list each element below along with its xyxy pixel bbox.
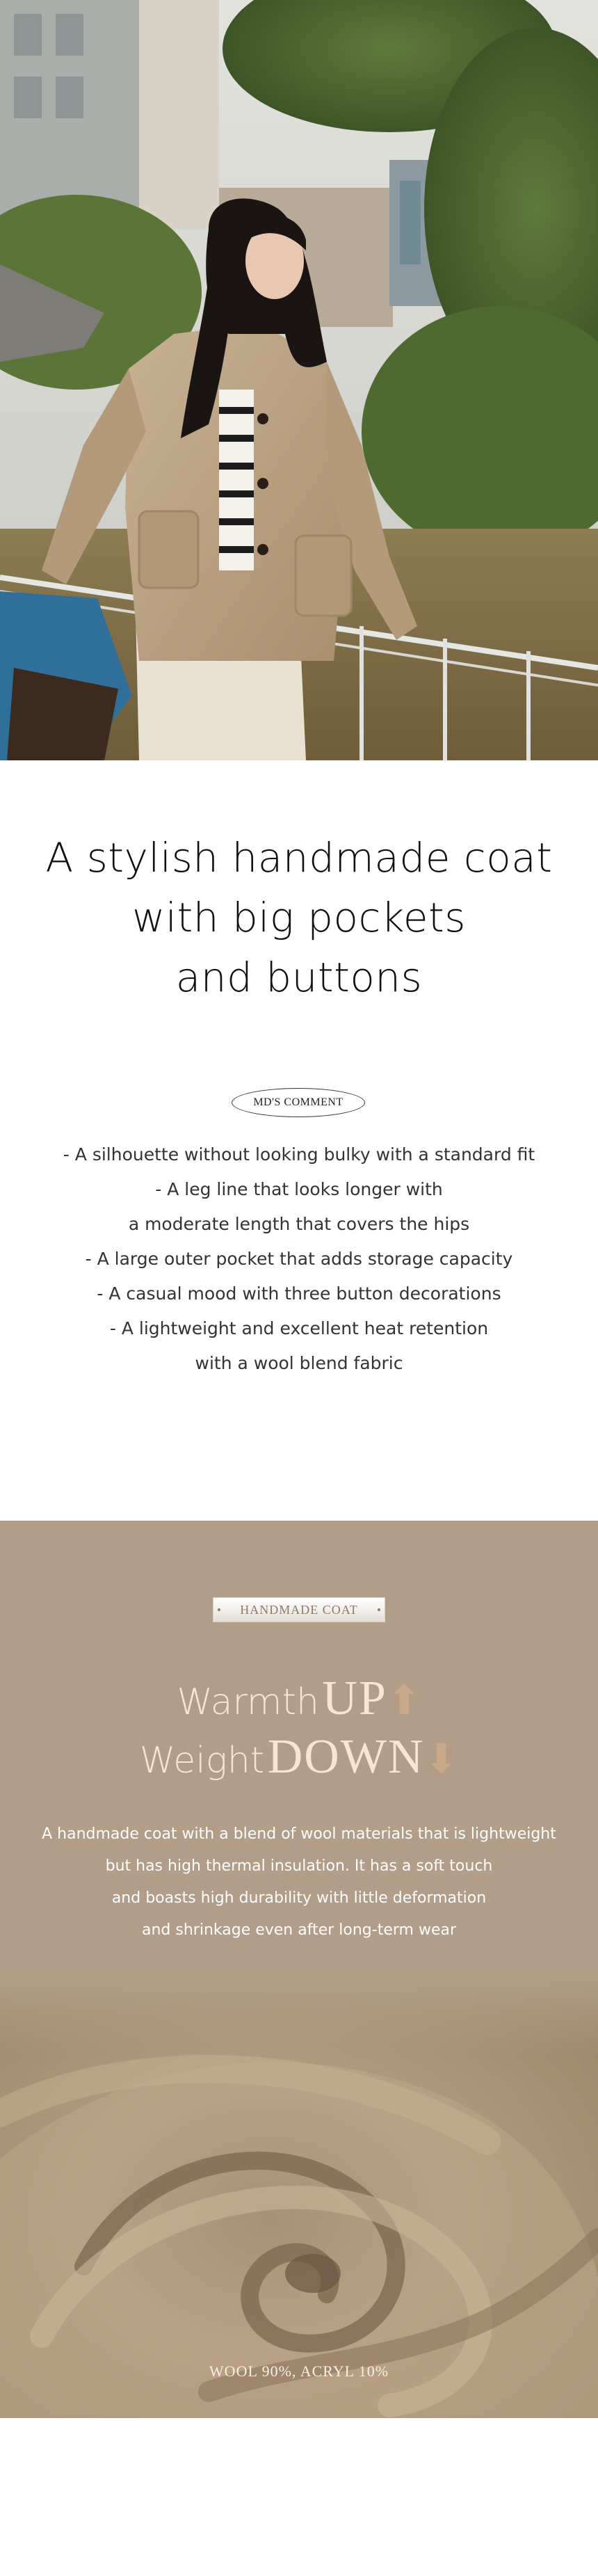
product-headline [0, 828, 598, 1007]
headline-line-1: A stylish handmade coat [45, 834, 553, 881]
md-comment-list [0, 1137, 598, 1381]
model-wearing-coat-image [0, 0, 598, 760]
comment-line: - A large outer pocket that adds storage capacity [85, 1249, 513, 1269]
weight-down-heading [0, 1729, 598, 1785]
headline-line-2: with big pockets [131, 894, 466, 941]
comment-line: - A leg line that looks longer with [155, 1179, 443, 1199]
description-line: and boasts high durability with little deformation [111, 1889, 487, 1907]
handmade-coat-label [213, 1597, 385, 1622]
warmth-up-heading [0, 1671, 598, 1727]
label-dot-icon [218, 1608, 220, 1611]
fabric-composition-caption: WOOL 90%, ACRYL 10% [209, 2362, 389, 2380]
description-line: but has high thermal insulation. It has a soft touch [105, 1857, 493, 1875]
md-comment-badge: MD'S COMMENT [232, 1088, 365, 1117]
description-line: A handmade coat with a blend of wool materials that is lightweight [42, 1825, 556, 1843]
feature-description [0, 1818, 598, 1946]
fabric-swirl-graphic [0, 1974, 598, 2418]
comment-line: - A lightweight and excellent heat retention [109, 1318, 489, 1338]
comment-line: a moderate length that covers the hips [128, 1214, 470, 1234]
arrow-up-icon: ⬆ [387, 1677, 421, 1724]
headline-line-3: and buttons [175, 954, 423, 1001]
comment-line: - A casual mood with three button decorations [97, 1283, 501, 1304]
wool-fabric-closeup-image [0, 1974, 598, 2418]
arrow-down-icon: ⬇ [424, 1735, 459, 1782]
label-dot-icon [378, 1608, 380, 1611]
hero-model-photo [0, 0, 598, 760]
weight-word: Weight [139, 1740, 265, 1782]
handmade-coat-label-text: HANDMADE COAT [240, 1602, 358, 1617]
description-line: and shrinkage even after long-term wear [142, 1921, 456, 1939]
up-word: UP [322, 1672, 387, 1725]
comment-line: with a wool blend fabric [195, 1353, 403, 1373]
warmth-word: Warmth [177, 1681, 319, 1723]
comment-line: - A silhouette without looking bulky with a standard fit [63, 1144, 535, 1165]
down-word: DOWN [267, 1730, 425, 1784]
